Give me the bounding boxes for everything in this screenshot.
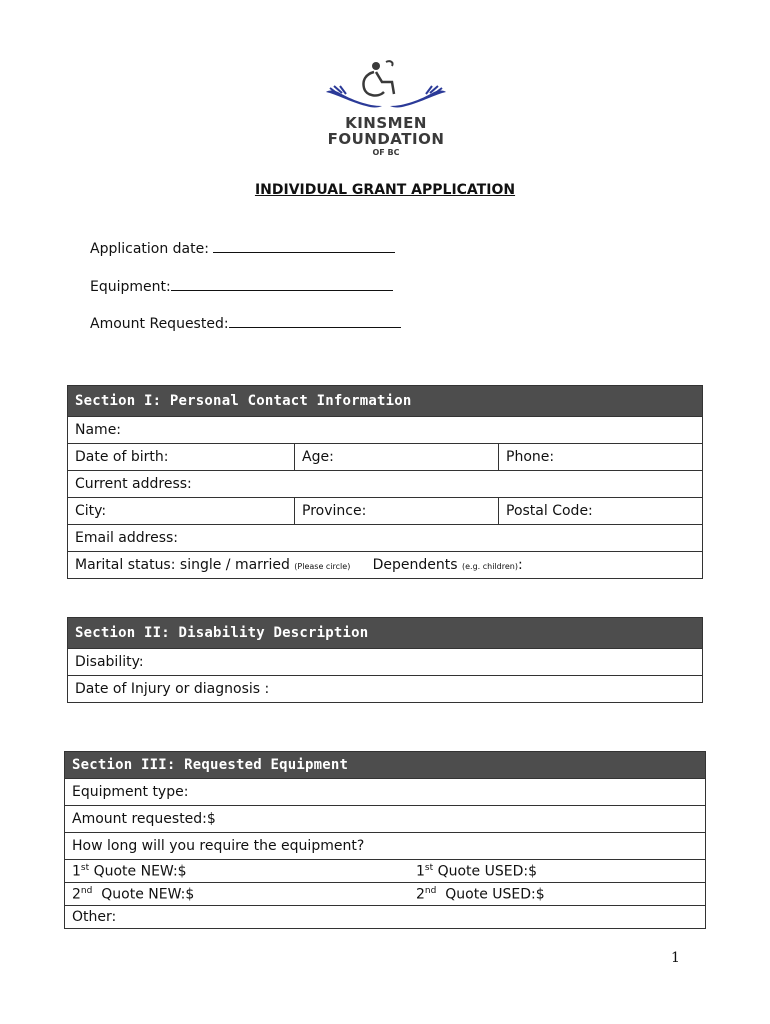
phone-cell[interactable]: Phone: — [499, 444, 703, 471]
application-date-line[interactable] — [213, 239, 395, 253]
section-3-table — [64, 751, 706, 929]
application-date-field[interactable] — [90, 239, 395, 257]
amount-requested-label: Amount Requested: — [90, 316, 229, 332]
quote1-new-label: Quote NEW:$ — [89, 863, 187, 880]
dependents-colon: : — [517, 557, 523, 573]
quote1-used-num: 1 — [416, 863, 425, 880]
quote2-new-cell[interactable] — [65, 883, 410, 906]
current-address-cell[interactable]: Current address: — [68, 471, 703, 498]
dependents-note: (e.g. children) — [461, 562, 518, 571]
other-cell[interactable]: Other: — [65, 906, 706, 929]
city-cell[interactable]: City: — [68, 498, 295, 525]
quote2-new-label: Quote NEW:$ — [92, 886, 195, 903]
quote2-used-cell[interactable] — [409, 883, 706, 906]
equipment-field[interactable] — [90, 277, 393, 295]
postal-code-cell[interactable]: Postal Code: — [499, 498, 703, 525]
document-title: INDIVIDUAL GRANT APPLICATION — [254, 182, 516, 198]
amount-requested-field[interactable] — [90, 314, 401, 332]
quote2-new-sup: nd — [80, 885, 93, 896]
age-cell[interactable]: Age: — [295, 444, 499, 471]
province-cell[interactable]: Province: — [295, 498, 499, 525]
logo-text-line3: OF BC — [372, 148, 400, 157]
quote2-new-num: 2 — [72, 886, 81, 903]
page-number: 1 — [671, 950, 680, 966]
section-1-table — [67, 385, 703, 579]
quote1-used-cell[interactable] — [409, 860, 706, 883]
name-cell[interactable]: Name: — [68, 417, 703, 444]
quote1-used-sup: st — [424, 862, 434, 873]
wheelchair-hands-icon — [316, 58, 456, 118]
quote2-used-num: 2 — [416, 886, 425, 903]
logo-text-line2: FOUNDATION — [327, 130, 445, 148]
section-1-heading: Section I: Personal Contact Information — [68, 386, 703, 417]
marital-dependents-cell[interactable] — [68, 552, 703, 579]
amount-requested-cell[interactable]: Amount requested:$ — [65, 806, 706, 833]
logo-text-line1: KINSMEN — [345, 114, 427, 132]
equipment-line[interactable] — [171, 277, 393, 291]
quote2-used-label: Quote USED:$ — [436, 886, 545, 903]
please-circle-note: (Please circle) — [294, 562, 351, 571]
email-cell[interactable]: Email address: — [68, 525, 703, 552]
equipment-label: Equipment: — [90, 279, 171, 295]
equipment-type-cell[interactable]: Equipment type: — [65, 779, 706, 806]
dependents-label: Dependents — [372, 557, 458, 573]
section-3-heading: Section III: Requested Equipment — [65, 752, 706, 779]
application-date-label: Application date: — [90, 241, 209, 257]
how-long-cell[interactable]: How long will you require the equipment? — [65, 833, 706, 860]
disability-cell[interactable]: Disability: — [68, 649, 703, 676]
marital-status-label: Marital status: single / married — [75, 557, 290, 573]
quote1-new-sup: st — [80, 862, 90, 873]
quote1-new-num: 1 — [72, 863, 81, 880]
dob-cell[interactable]: Date of birth: — [68, 444, 295, 471]
quote2-used-sup: nd — [424, 885, 437, 896]
quote1-used-label: Quote USED:$ — [433, 863, 537, 880]
quote1-new-cell[interactable] — [65, 860, 410, 883]
amount-requested-line[interactable] — [229, 314, 401, 328]
section-2-heading: Section II: Disability Description — [68, 618, 703, 649]
kinsmen-foundation-logo — [316, 58, 456, 162]
section-2-table — [67, 617, 703, 703]
date-of-injury-cell[interactable]: Date of Injury or diagnosis : — [68, 676, 703, 703]
